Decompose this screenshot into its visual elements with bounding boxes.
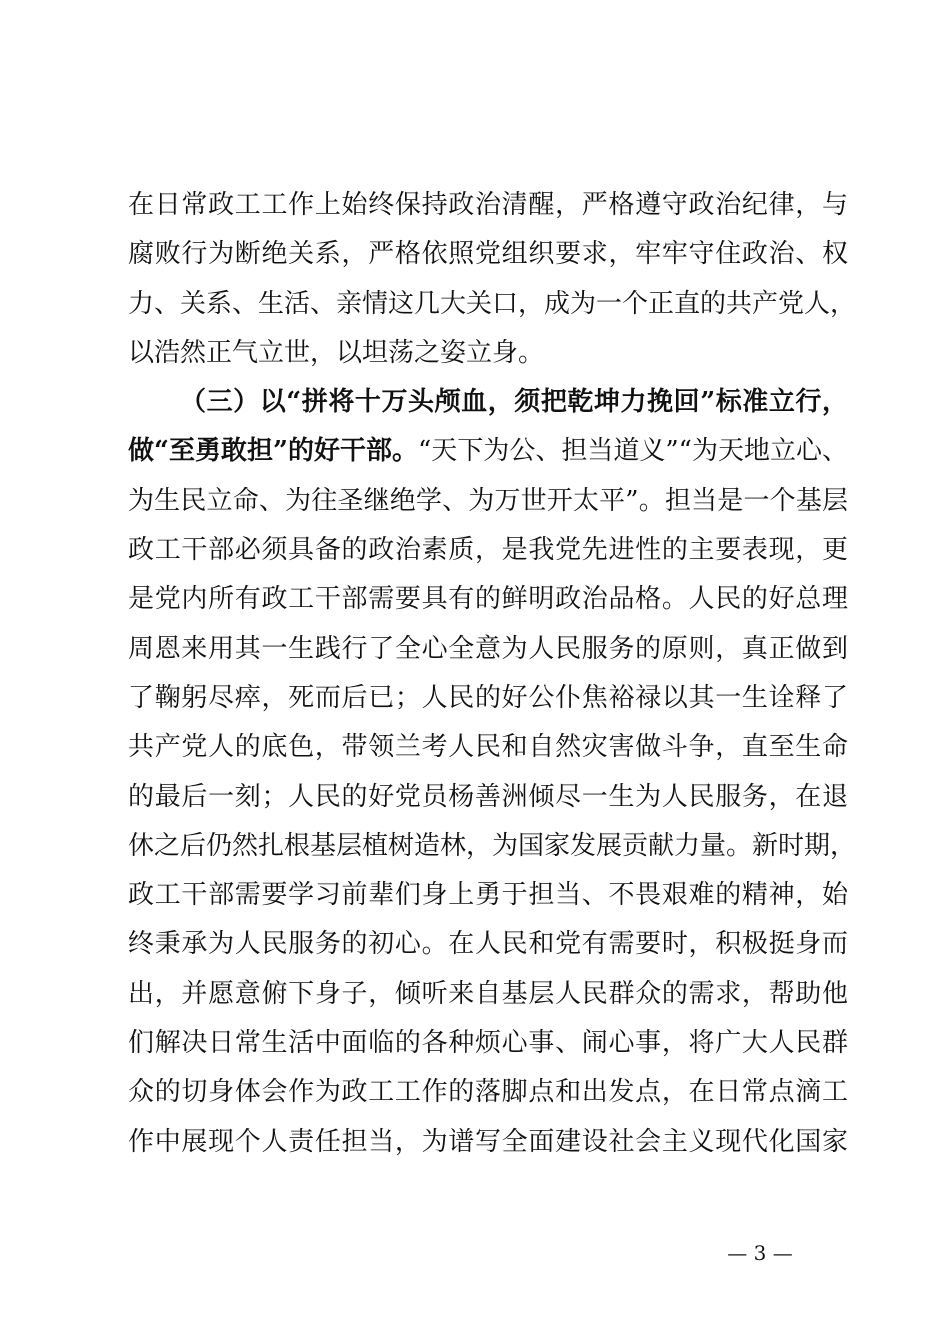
page-number: — 3 — — [727, 1241, 793, 1265]
body-text — [128, 181, 857, 1167]
text-line: 是党内所有政工干部需要具有的鲜明政治品格。人民的好总理 — [128, 584, 848, 615]
text-line: 腐败行为断绝关系，严格依照党组织要求，牢牢守住政治、权 — [128, 239, 848, 270]
text-line: 周恩来用其一生践行了全心全意为人民服务的原则，真正做到 — [128, 633, 848, 664]
text-line: 政工干部需要学习前辈们身上勇于担当、不畏艰难的精神，始 — [128, 880, 848, 911]
text-line: 终秉承为人民服务的初心。在人民和党有需要时，积极挺身而 — [128, 929, 848, 960]
text-line: 出，并愿意俯下身子，倾听来自基层人民群众的需求，帮助他 — [128, 978, 848, 1009]
section-heading-text: （三）以“拼将十万头颅血，须把乾坤力挽回”标准立行， — [180, 387, 848, 418]
text-line: 作中展现个人责任担当，为谱写全面建设社会主义现代化国家 — [128, 1126, 848, 1157]
text-line: 们解决日常生活中面临的各种烦心事、闹心事，将广大人民群 — [128, 1028, 848, 1059]
section-body-text: “天下为公、担当道义”“为天地立心、 — [418, 436, 848, 467]
section-heading-line — [128, 427, 848, 476]
text-line: 力、关系、生活、亲情这几大关口，成为一个正直的共产党人， — [128, 288, 857, 319]
text-line: 的最后一刻；人民的好党员杨善洲倾尽一生为人民服务，在退 — [128, 781, 848, 812]
text-line: 以浩然正气立世，以坦荡之姿立身。 — [128, 337, 545, 368]
text-line: 政工干部必须具备的政治素质，是我党先进性的主要表现，更 — [128, 535, 848, 566]
text-line: 在日常政工工作上始终保持政治清醒，严格遵守政治纪律，与 — [128, 190, 848, 220]
text-line: 休之后仍然扎根基层植树造林，为国家发展贡献力量。新时期， — [128, 830, 857, 861]
text-line: 众的切身体会作为政工工作的落脚点和出发点，在日常点滴工 — [128, 1077, 848, 1108]
text-line: 为生民立命、为往圣继绝学、为万世开太平”。担当是一个基层 — [128, 485, 848, 516]
section-heading-line — [128, 378, 848, 427]
text-line: 共产党人的底色，带领兰考人民和自然灾害做斗争，直至生命 — [128, 732, 848, 763]
text-line: 了鞠躬尽瘁，死而后已；人民的好公仆焦裕禄以其一生诠释了 — [128, 682, 848, 713]
section-heading-text: 做“至勇敢担”的好干部。 — [128, 436, 418, 467]
